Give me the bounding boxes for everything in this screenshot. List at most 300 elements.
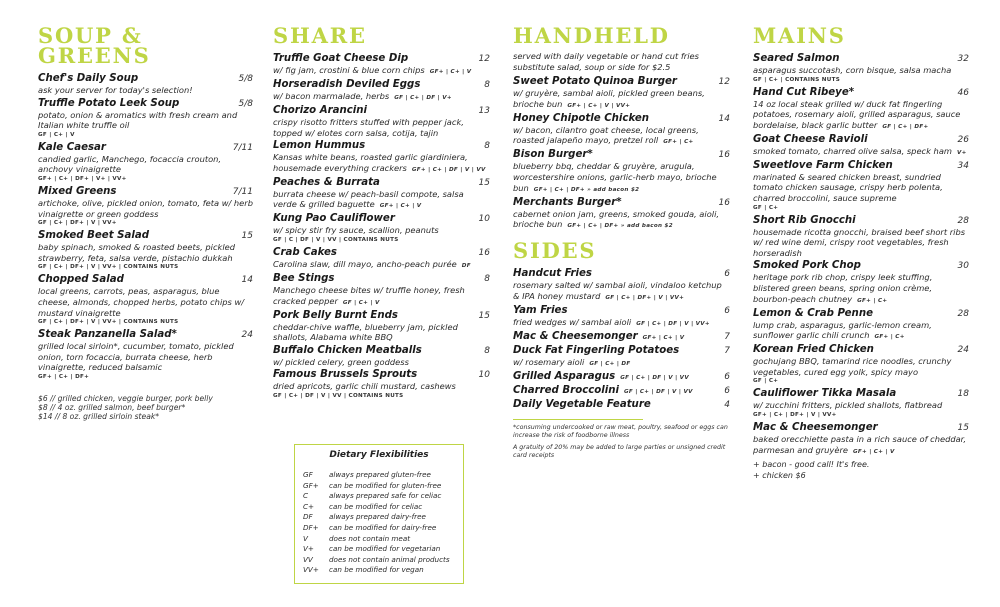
dietary-code: DF+ <box>303 522 319 532</box>
dietary-tags: GF | C+ | DF+ <box>882 123 929 130</box>
item-name-text: Horseradish Deviled Eggs <box>273 79 421 90</box>
item-name <box>38 98 253 110</box>
handheld-sides-column <box>513 23 730 460</box>
menu-item <box>38 186 253 228</box>
dietary-legend-title: Dietary Flexibilities <box>329 450 429 460</box>
dietary-legend-row <box>303 565 463 576</box>
item-name <box>513 345 730 357</box>
item-name <box>273 177 490 189</box>
dietary-tags: GF+ | C+ | V <box>379 203 422 210</box>
item-description-text: w/ gruyère, sambal aioli, pickled green beans, brioche bun <box>513 88 705 109</box>
item-price: 7/11 <box>232 142 253 153</box>
item-name <box>273 79 490 91</box>
item-description <box>38 242 253 263</box>
item-name-text: Sweet Potato Quinoa Burger <box>513 76 677 88</box>
mains-column <box>753 23 969 482</box>
item-description <box>753 434 969 457</box>
item-name-text: Smoked Beet Salad <box>38 230 149 242</box>
menu-item <box>513 113 730 148</box>
item-description <box>273 91 490 103</box>
item-name-text: Mixed Greens <box>38 185 117 197</box>
item-description-text: w/ fig jam, crostini & blue corn chips <box>273 65 425 75</box>
dietary-tags: GF | C+ | V <box>38 131 75 138</box>
dietary-tags: GF+ | C+ | DF+ » add bacon $2 <box>567 223 673 230</box>
dietary-tags: GF | C+ | CONTAINS NUTS <box>753 76 841 83</box>
dietary-tags: GF | C+ | V <box>342 299 380 306</box>
item-name-text: Chopped Salad <box>38 274 124 286</box>
item-description-text: Kansas white beans, roasted garlic giardiniera, housemade everything crackers <box>273 152 468 173</box>
item-description <box>273 189 490 212</box>
handheld-heading: HANDHELD <box>513 23 670 48</box>
item-price: 6 <box>724 269 730 280</box>
item-price: 6 <box>724 305 730 316</box>
item-price: 18 <box>957 389 969 400</box>
menu-item <box>753 388 969 420</box>
dietary-legend-row <box>303 481 463 492</box>
item-description <box>38 286 253 318</box>
item-description-text: cheddar-chive waffle, blueberry jam, pickled shallots, Alabama white BBQ <box>273 321 458 343</box>
item-price: 34 <box>957 160 969 171</box>
item-description <box>753 65 969 76</box>
item-name <box>513 371 730 383</box>
item-name <box>38 329 253 341</box>
item-description <box>513 88 730 111</box>
item-description-text: fried wedges w/ sambal aioli <box>513 316 632 327</box>
item-description <box>273 322 490 343</box>
dietary-tags: V+ <box>956 149 967 156</box>
dietary-tags: GF+ | C+ | DF+ » add bacon $2 <box>533 186 640 193</box>
item-description <box>273 381 490 392</box>
menu-item <box>38 329 253 382</box>
dietary-legend-rows <box>303 470 463 576</box>
item-name-text: Famous Brussels Sprouts <box>273 369 418 381</box>
dietary-tags: GF+ | C+ | DF+ <box>38 373 90 380</box>
dietary-code: GF <box>303 470 313 479</box>
addon-line: $14 // 8 oz. grilled sirloin steak* <box>38 412 160 422</box>
item-name <box>753 260 969 272</box>
item-name-text: Mac & Cheesemonger <box>513 330 638 342</box>
item-description <box>273 65 490 77</box>
item-description <box>513 357 730 369</box>
item-price: 7/11 <box>232 186 253 197</box>
menu-item <box>753 344 969 386</box>
item-description <box>753 272 969 305</box>
item-description-text: dried apricots, garlic chili mustard, cashews <box>273 381 456 392</box>
item-price: 16 <box>718 150 730 161</box>
item-name <box>753 87 969 99</box>
item-price: 15 <box>478 177 490 188</box>
dietary-tags: GF | C | DF | V | VV | CONTAINS NUTS <box>273 236 399 243</box>
dietary-tags: GF | C+ | DF+ | V | VV+ | CONTAINS NUTS <box>38 264 179 271</box>
soup-greens-heading: SOUP & GREENS <box>38 23 151 68</box>
dietary-tags: GF+ | C+ | DF+ | V | VV+ <box>753 411 837 418</box>
item-name-text: Kale Caesar <box>38 141 106 153</box>
item-name-text: Korean Fried Chicken <box>753 344 874 356</box>
item-description-text: Manchego cheese bites w/ truffle honey, fresh cracked pepper <box>273 284 465 306</box>
item-name <box>753 215 969 227</box>
share-heading: SHARE <box>273 23 367 48</box>
dietary-tags: GF | C+ | DF | V | VV | CONTAINS NUTS <box>273 392 404 399</box>
menu-item <box>513 399 730 411</box>
item-name <box>753 308 969 320</box>
menu-item <box>273 345 490 368</box>
item-description-text: gochujang BBQ, tamarind rice noodles, crunchy vegetables, cured egg yolk, spicy mayo <box>753 356 952 377</box>
menu-item <box>273 177 490 212</box>
dietary-code: VV+ <box>303 565 319 575</box>
item-description <box>753 400 969 411</box>
mains-list <box>753 53 969 457</box>
item-name-text: Chef's Daily Soup <box>38 73 139 84</box>
item-description <box>273 225 490 236</box>
menu-item <box>753 308 969 343</box>
dietary-meaning: does not contain meat <box>329 533 411 543</box>
dietary-legend-row <box>303 544 463 555</box>
item-description-text: w/ bacon marmalade, herbs <box>273 91 390 101</box>
dietary-code: C <box>303 491 309 501</box>
item-description <box>38 85 253 96</box>
handheld-list <box>513 76 730 231</box>
item-name-text: Charred Broccolini <box>513 384 619 396</box>
menu-item <box>513 345 730 369</box>
item-name-text: Kung Pao Cauliflower <box>273 213 395 225</box>
dietary-tags: GF | C+ | DF+ | V | VV+ <box>605 294 685 301</box>
dietary-tags: GF+ | C+ <box>663 139 694 146</box>
item-price: 4 <box>724 399 730 410</box>
item-price: 7 <box>724 331 730 342</box>
item-description <box>273 285 490 308</box>
dietary-tags: GF | C+ | DF | V+ <box>394 95 452 101</box>
item-name-text: Handcut Fries <box>513 268 592 280</box>
menu-item <box>753 160 969 213</box>
item-description-text: smoked tomato, charred olive salsa, speck ham <box>753 145 952 156</box>
item-name-text: Grilled Asparagus <box>513 370 616 382</box>
item-price: 13 <box>478 106 490 116</box>
item-name <box>753 160 969 172</box>
item-description <box>513 161 730 194</box>
item-name <box>38 73 253 85</box>
item-price: 16 <box>718 197 730 208</box>
dietary-legend-row <box>303 470 463 481</box>
dietary-code: GF+ <box>303 480 319 490</box>
menu-item <box>273 369 490 401</box>
dietary-code: V+ <box>303 544 314 554</box>
item-name-text: Daily Vegetable Feature <box>513 398 651 410</box>
dietary-tags: GF | C+ | DF | V | VV <box>620 374 689 381</box>
item-description-text: asparagus succotash, corn bisque, salsa macha <box>753 65 952 75</box>
sides-heading: SIDES <box>513 238 597 264</box>
menu-item <box>753 87 969 132</box>
menu-item <box>513 76 730 111</box>
menu-item <box>38 142 253 184</box>
item-description-text: candied garlic, Manchego, focaccia crouton, anchovy vinaigrette <box>38 153 222 175</box>
item-description-text: burrata cheese w/ peach-basil compote, salsa verde & grilled baguette <box>273 188 464 210</box>
item-price: 12 <box>478 54 490 64</box>
menu-item <box>513 149 730 194</box>
item-description <box>38 154 253 175</box>
item-description <box>273 152 490 175</box>
dietary-meaning: can be modified for celiac <box>329 501 423 511</box>
dietary-legend <box>294 444 464 584</box>
menu-item <box>273 79 490 103</box>
item-price: 24 <box>241 330 253 341</box>
item-description-text: w/ rosemary aioli <box>513 356 585 367</box>
item-price: 28 <box>957 308 969 319</box>
item-description-text: blueberry bbq, cheddar & gruyère, arugula, worcestershire onions, garlic-herb mayo, brioche bun <box>513 161 717 193</box>
item-price: 10 <box>478 214 490 225</box>
item-name-text: Sweetlove Farm Chicken <box>753 159 893 171</box>
item-name-text: Yam Fries <box>513 304 568 316</box>
dietary-tags: GF | C+ | DF | V | VV <box>624 388 693 395</box>
item-name <box>753 388 969 400</box>
soup-greens-column <box>38 23 253 422</box>
item-name-text: Truffle Goat Cheese Dip <box>273 53 409 64</box>
dietary-legend-row <box>303 502 463 513</box>
item-description-text: marinated & seared chicken breast, sundried tomato chicken sausage, crispy herb polenta, charred broccolini, sauce supreme <box>753 171 943 203</box>
consumer-advisory: *consuming undercooked or raw meat, poultry, seafood or eggs can increase the risk of foodborne illness <box>513 423 728 439</box>
menu-item <box>513 331 730 343</box>
item-name-text: Merchants Burger* <box>513 196 622 208</box>
extra-line: + bacon - good call! It's free. <box>753 459 870 469</box>
item-price: 14 <box>241 275 253 286</box>
menu-item <box>753 53 969 85</box>
item-description <box>753 227 969 259</box>
dietary-tags: GF+ | C+ | V | VV+ <box>567 102 631 109</box>
item-price: 46 <box>957 87 969 98</box>
item-description <box>273 259 490 271</box>
handheld-intro: served with daily vegetable or hand cut fries substitute salad, soup or side for $2.5 <box>513 51 699 72</box>
item-name-text: Peaches & Burrata <box>273 176 380 188</box>
item-name <box>38 186 253 198</box>
dietary-tags: GF+ | C+ | V <box>429 69 472 75</box>
dietary-tags: GF | C+ | DF <box>589 360 631 367</box>
item-description <box>513 280 730 303</box>
item-description <box>513 209 730 232</box>
dietary-tags: DF <box>461 262 471 269</box>
item-price: 8 <box>484 345 490 356</box>
item-name <box>273 310 490 322</box>
menu-item <box>753 260 969 305</box>
dietary-legend-row <box>303 555 463 566</box>
dietary-tags: GF | C+ | DF+ | V | VV+ <box>38 220 117 227</box>
menu-item <box>38 230 253 272</box>
item-price: 32 <box>957 54 969 64</box>
item-description-text: baby spinach, smoked & roasted beets, pickled strawberry, feta, salsa verde, pistachio dukkah <box>38 242 235 263</box>
dietary-legend-row <box>303 491 463 502</box>
item-name-text: Bison Burger* <box>513 149 593 161</box>
item-name-text: Lemon Hummus <box>273 140 366 152</box>
item-name <box>513 399 730 411</box>
menu-item <box>513 371 730 383</box>
item-price: 8 <box>484 273 490 284</box>
item-price: 6 <box>724 371 730 382</box>
item-price: 30 <box>957 261 969 272</box>
dietary-code: VV <box>303 554 313 564</box>
addon-line: $8 // 4 oz. grilled salmon, beef burger* <box>38 403 186 413</box>
item-description-text: cabernet onion jam, greens, smoked gouda, aioli, brioche bun <box>513 208 720 230</box>
share-list <box>273 53 490 401</box>
item-price: 7 <box>724 345 730 356</box>
item-name-text: Seared Salmon <box>753 53 840 64</box>
dietary-tags: GF | C+ <box>753 378 779 385</box>
item-description-text: artichoke, olive, pickled onion, tomato, feta w/ herb vinaigrette or green goddess <box>38 197 253 219</box>
dietary-meaning: can be modified for vegetarian <box>329 544 441 554</box>
item-name <box>513 268 730 280</box>
item-name-text: Steak Panzanella Salad* <box>38 329 177 341</box>
item-description <box>753 99 969 132</box>
item-name <box>753 134 969 146</box>
dietary-legend-row <box>303 512 463 523</box>
item-description-text: w/ pickled celery, green goddess <box>273 356 409 367</box>
protein-addons <box>38 394 253 422</box>
dietary-code: DF <box>303 512 313 522</box>
item-name-text: Duck Fat Fingerling Potatoes <box>513 344 680 356</box>
dietary-legend-row <box>303 534 463 545</box>
item-name <box>38 230 253 242</box>
item-name <box>513 305 730 317</box>
item-price: 26 <box>957 134 969 145</box>
item-description <box>38 198 253 219</box>
item-description-text: Carolina slaw, dill mayo, ancho-peach purée <box>273 258 457 269</box>
item-description-text: w/ zucchini fritters, pickled shallots, flatbread <box>753 400 943 411</box>
extra-line: + chicken $6 <box>753 471 806 480</box>
menu-item <box>513 385 730 397</box>
share-column <box>273 23 490 403</box>
item-price: 5/8 <box>238 74 253 84</box>
item-description-text: potato, onion & aromatics with fresh cream and Italian white truffle oil <box>38 109 238 131</box>
item-description-text: ask your server for today's selection! <box>38 85 193 95</box>
dietary-code: V <box>303 533 308 543</box>
menu-item <box>273 140 490 175</box>
menu-item <box>38 98 253 140</box>
item-name <box>753 344 969 356</box>
item-name <box>753 53 969 65</box>
soup-greens-list <box>38 73 253 382</box>
menu-item <box>273 247 490 271</box>
dietary-tags: GF+ | C+ | DF | V | VV <box>411 166 486 173</box>
item-description <box>38 110 253 131</box>
item-price: 14 <box>718 113 730 124</box>
item-name-text: Goat Cheese Ravioli <box>753 133 868 145</box>
menu-item <box>38 274 253 327</box>
item-price: 28 <box>957 215 969 226</box>
item-name-text: Crab Cakes <box>273 246 337 258</box>
item-description-text: w/ bacon, cilantro goat cheese, local greens, roasted jalapeño mayo, pretzel roll <box>513 124 699 146</box>
item-price: 10 <box>478 370 490 381</box>
item-price: 12 <box>718 77 730 88</box>
item-description-text: w/ spicy stir fry sauce, scallion, peanuts <box>273 225 439 236</box>
item-description-text: rosemary salted w/ sambal aioli, vindaloo ketchup & IPA honey mustard <box>513 280 722 301</box>
item-price: 15 <box>957 422 969 433</box>
item-description-text: crispy risotto fritters stuffed with pepper jack, topped w/ elotes corn salsa, cotija, tajin <box>273 117 464 138</box>
divider <box>513 419 643 420</box>
menu-item <box>513 268 730 303</box>
item-price: 15 <box>241 231 253 242</box>
dietary-meaning: always prepared safe for celiac <box>329 491 442 501</box>
item-name-text: Cauliflower Tikka Masala <box>753 388 897 400</box>
item-name <box>513 385 730 397</box>
item-description-text: housemade ricotta gnocchi, braised beef short ribs w/ red wine demi, crispy root vegetables, fresh horseradish <box>753 226 966 258</box>
item-name <box>513 197 730 209</box>
item-description <box>753 172 969 204</box>
item-name-text: Lemon & Crab Penne <box>753 307 873 319</box>
menu-item <box>513 305 730 329</box>
item-name <box>753 422 969 434</box>
item-name <box>38 274 253 286</box>
item-description-text: heritage pork rib chop, crispy leek stuffing, blistered green beans, spring onion crème, bourbon-peach chutney <box>753 272 933 304</box>
dietary-meaning: can be modified for dairy-free <box>329 522 437 532</box>
dietary-meaning: always prepared dairy-free <box>329 512 426 522</box>
item-name <box>513 331 730 343</box>
item-name <box>513 149 730 161</box>
menu-item <box>753 134 969 158</box>
item-price: 8 <box>484 141 490 152</box>
item-name-text: Bee Stings <box>273 272 335 284</box>
item-description <box>753 356 969 377</box>
item-price: 24 <box>957 345 969 356</box>
item-name-text: Short Rib Gnocchi <box>753 214 856 226</box>
menu-item <box>273 213 490 245</box>
item-name <box>273 345 490 357</box>
menu-item <box>753 422 969 457</box>
item-description-text: lump crab, asparagus, garlic-lemon cream, sunflower garlic chili crunch <box>753 319 932 341</box>
item-description <box>753 320 969 343</box>
mains-heading: MAINS <box>753 23 846 48</box>
dietary-legend-row <box>303 523 463 534</box>
item-name <box>273 247 490 259</box>
item-description-text: 14 oz local steak grilled w/ duck fat fingerling potatoes, rosemary aioli, grilled asparagus, sauce bordelaise, black garlic butter <box>753 98 961 130</box>
gratuity-note: A gratuity of 20% may be added to large parties or unsigned credit card receipts <box>513 443 726 459</box>
item-name-text: Smoked Pork Chop <box>753 260 861 272</box>
item-name <box>513 76 730 88</box>
item-name <box>513 113 730 125</box>
item-description <box>753 146 969 158</box>
item-description-text: grilled local sirloin*, cucumber, tomato, pickled onion, torn focaccia, burrata cheese, herb vinaigrette, reduced balsamic <box>38 341 234 373</box>
dietary-tags: GF | C+ | DF | V | VV+ <box>636 320 710 327</box>
item-name <box>38 142 253 154</box>
item-name <box>273 273 490 285</box>
item-name <box>273 53 490 65</box>
item-description-text: baked orecchiette pasta in a rich sauce of cheddar, parmesan and gruyère <box>753 433 966 455</box>
mac-extras <box>753 459 969 482</box>
item-name-text: Mac & Cheesemonger <box>753 421 878 433</box>
menu-item <box>273 310 490 343</box>
dietary-tags: GF+ | C+ | V <box>852 448 895 455</box>
menu-item <box>753 215 969 259</box>
menu-item <box>273 273 490 308</box>
item-description <box>513 317 730 329</box>
item-name-text: Honey Chipotle Chicken <box>513 112 650 124</box>
item-price: 15 <box>478 310 490 321</box>
dietary-meaning: always prepared gluten-free <box>329 470 431 479</box>
item-name <box>273 140 490 152</box>
item-price: 8 <box>484 80 490 90</box>
item-description <box>273 117 490 138</box>
item-price: 5/8 <box>238 98 253 109</box>
item-description-text: local greens, carrots, peas, asparagus, blue cheese, almonds, chopped herbs, potato chips w/ mustard vinaigrette <box>38 286 245 318</box>
item-name-text: Hand Cut Ribeye* <box>753 86 855 98</box>
item-name <box>273 369 490 381</box>
dietary-meaning: can be modified for gluten-free <box>329 480 442 490</box>
menu-item <box>38 73 253 96</box>
dietary-tags: GF+ | C+ | V <box>642 334 685 341</box>
item-price: 6 <box>724 385 730 396</box>
menu-item <box>513 197 730 232</box>
item-description <box>38 341 253 373</box>
dietary-tags: GF+ | C+ | DF+ | V+ | VV+ <box>38 175 127 182</box>
item-name <box>273 213 490 225</box>
addon-line: $6 // grilled chicken, veggie burger, pork belly <box>38 393 213 403</box>
item-name <box>273 105 490 117</box>
